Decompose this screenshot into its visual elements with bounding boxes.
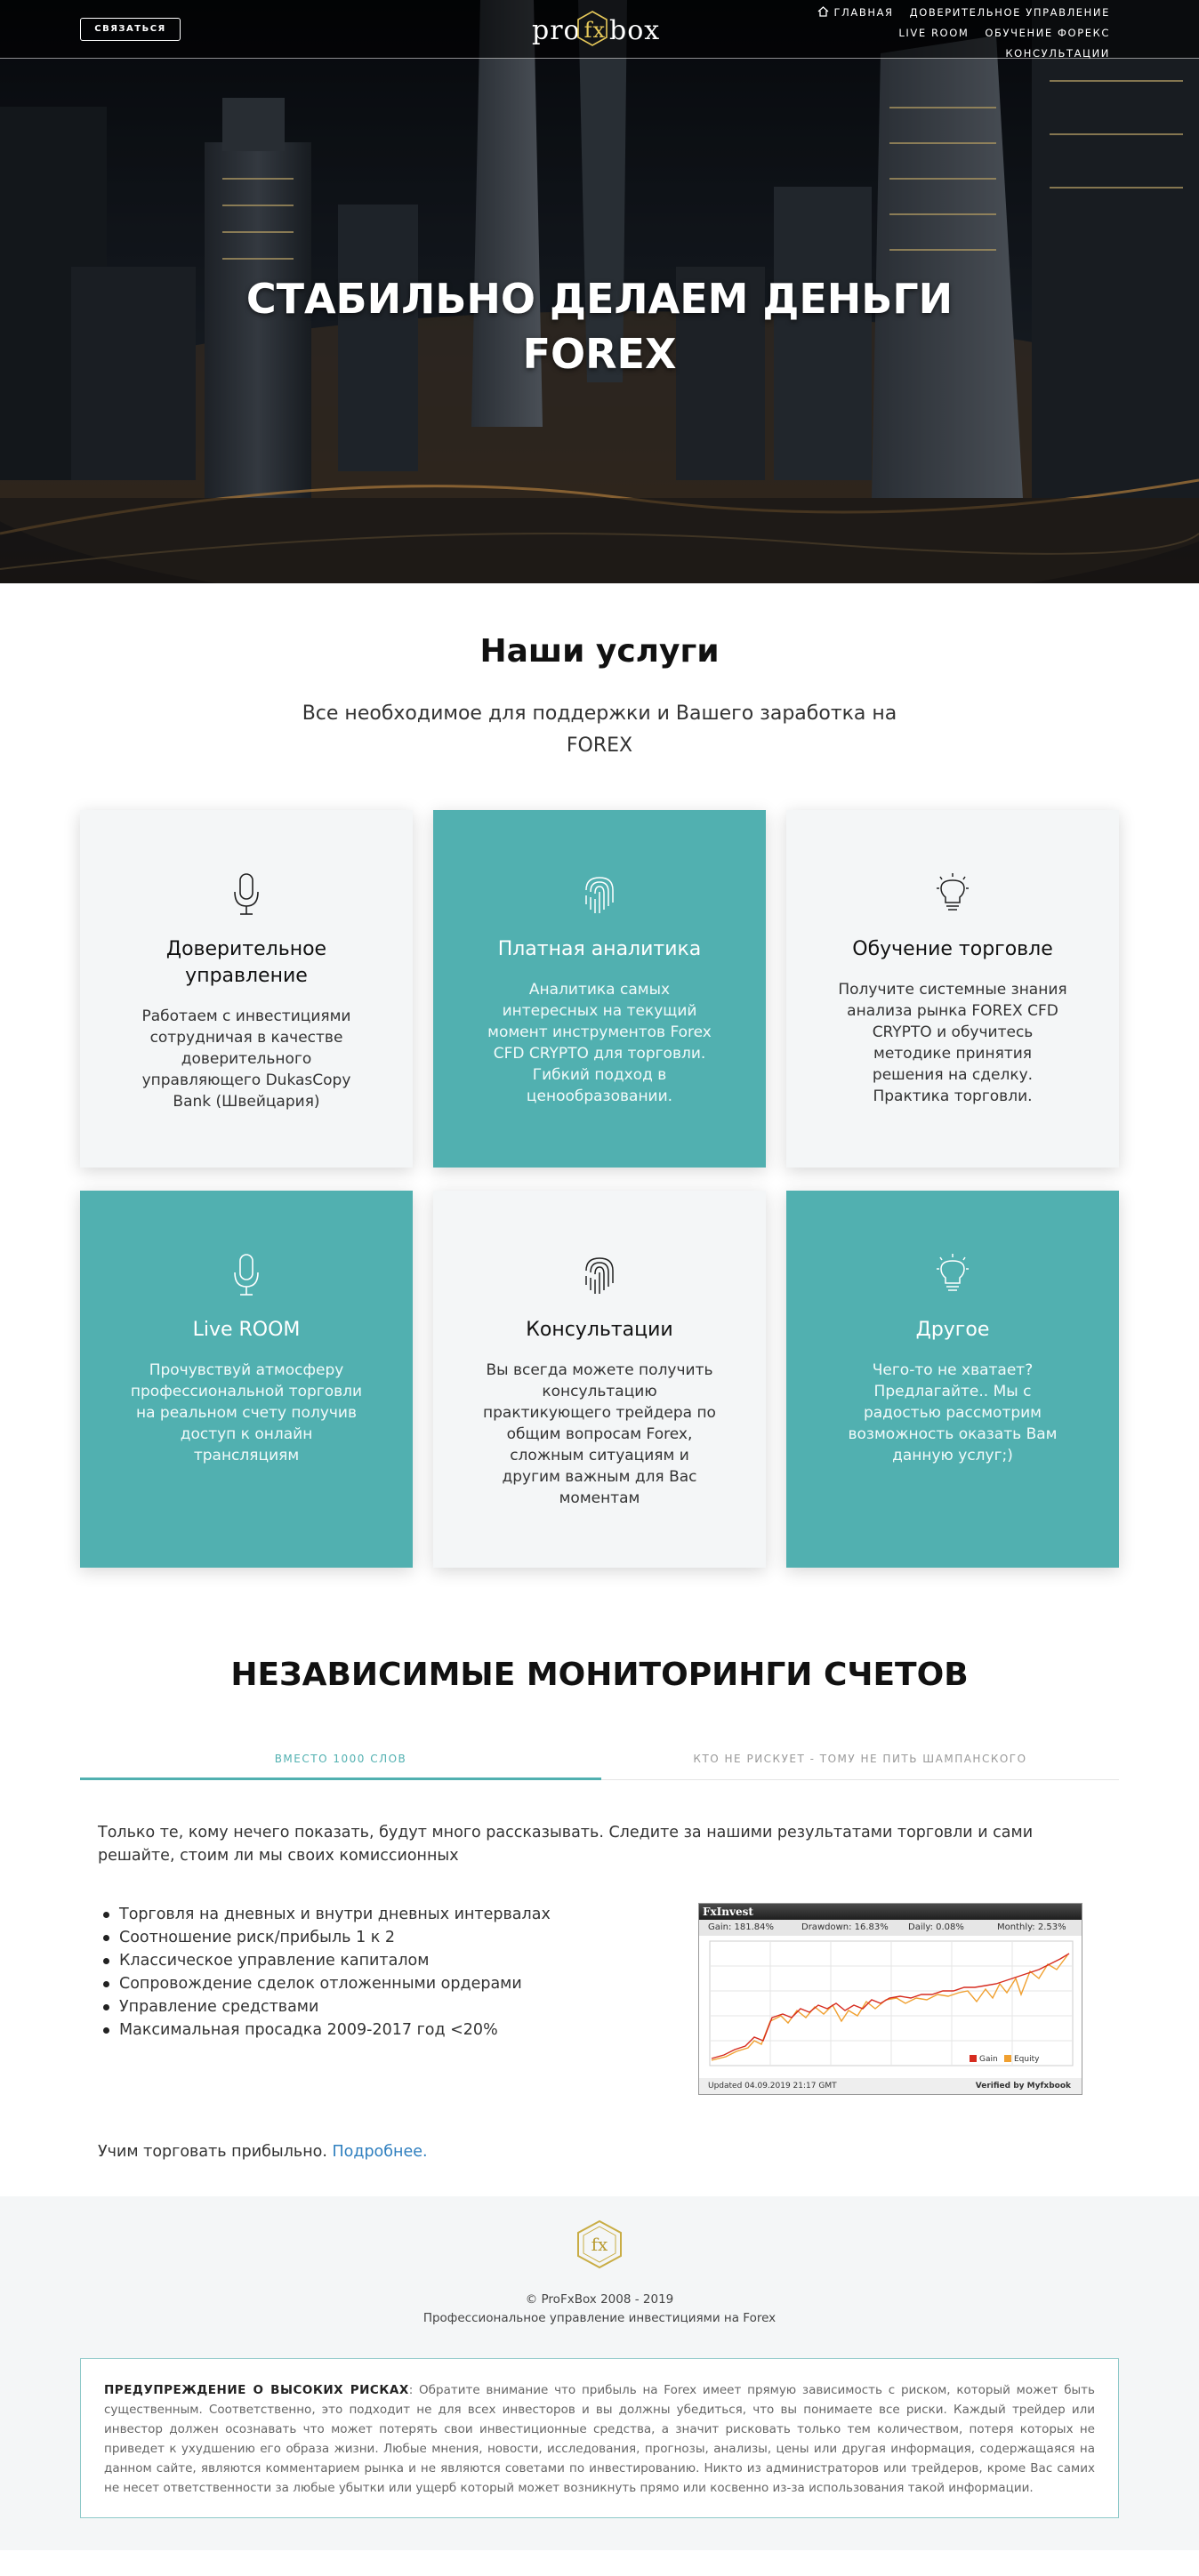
service-card-analytics[interactable] xyxy=(433,810,766,1168)
service-card-text: Вы всегда можете получить консультацию практикующего трейдера по общим вопросам Forex, сложным ситуациям и другим важным для Вас моментам xyxy=(483,1361,716,1507)
contact-button[interactable]: СВЯЗАТЬСЯ xyxy=(80,18,181,41)
fingerprint-icon xyxy=(581,872,618,917)
risk-warning xyxy=(80,2358,1119,2518)
service-card-education[interactable] xyxy=(786,810,1119,1168)
list-item: Классическое управление капиталом xyxy=(98,1949,551,1972)
logo-text-mid xyxy=(581,18,609,43)
service-card-title: Live ROOM xyxy=(192,1319,301,1341)
logo-fx: fx xyxy=(583,18,607,43)
logo-text-left: pro xyxy=(532,14,581,46)
widget-growth-chart xyxy=(699,1936,1082,2076)
home-icon xyxy=(817,6,829,17)
nav-home[interactable] xyxy=(817,3,894,22)
services-section xyxy=(0,633,1199,1568)
service-card-text: Получите системные знания анализа рынка FOREX CFD CRYPTO и обучитесь методике принятия решения на сделку. Практика торговли. xyxy=(838,981,1067,1105)
risk-warning-text: : Обратите внимание что прибыль на Forex имеет прямую зависимость с риском, который может быть существенным. Соответственно, это подходит не для всех инвесторов и вы должны убедиться, что вы понимаете все риски. Каждый трейдер или инвестор должен осознавать что может потерять свои инвестиционные средства, а значит рисковать только тем количеством, потеря которых не приведет к ухудшению его образа жизни. Любые мнения, новости, исследования, прогнозы, анализы, цены или другая информация, содержащаяся на данном сайте, являются комментарием рынка и не являются советами по инвестированию. Никто из администраторов или трейдеров, кроме Вас самих не несет ответственности за любые убытки или ущерб который может возникнуть прямо или косвенно из-за использования такой информации. xyxy=(104,2383,1095,2495)
widget-verified[interactable]: Verified by Myfxbook xyxy=(975,2082,1071,2090)
logo-hexagon-icon xyxy=(577,11,608,46)
monitoring-more-text: Учим торговать прибыльно. xyxy=(98,2143,327,2161)
widget-stats xyxy=(699,1920,1082,1936)
monitoring-tab-panel xyxy=(80,1780,1119,2161)
service-card-text: Работаем с инвестициями сотрудничая в качестве доверительного управляющего DukasCopy Bank (Швейцария) xyxy=(141,1007,351,1111)
hero-title-line2: FOREX xyxy=(522,330,677,378)
legend-equity: Equity xyxy=(1014,2055,1040,2064)
footer-tagline: Профессиональное управление инвестициями на Forex xyxy=(422,2311,777,2325)
service-card-text: Аналитика самых интересных на текущий момент инструментов Forex CFD CRYPTO для торговли. Гибкий подход в ценообразовании. xyxy=(487,981,712,1105)
service-card-text: Прочувствуй атмосферу профессиональной торговли на реальном счету получив доступ к онлайн трансляциям xyxy=(130,1361,363,1465)
legend-equity-swatch xyxy=(1004,2055,1011,2062)
widget-updated: Updated 04.09.2019 21:17 GMT xyxy=(708,2082,837,2090)
widget-footer xyxy=(699,2078,1082,2094)
tab-risk[interactable]: КТО НЕ РИСКУЕТ - ТОМУ НЕ ПИТЬ ШАМПАНСКОГО xyxy=(693,1753,1027,1765)
service-card-title: Консультации xyxy=(526,1319,673,1341)
service-card-title: Обучение торговле xyxy=(852,938,1053,960)
myfxbook-widget[interactable] xyxy=(698,1903,1082,2095)
services-subtitle: Все необходимое для поддержки и Вашего заработка на FOREX xyxy=(302,702,897,757)
nav-trust-management[interactable]: ДОВЕРИТЕЛЬНОЕ УПРАВЛЕНИЕ xyxy=(909,6,1110,19)
service-card-consulting[interactable] xyxy=(433,1191,766,1568)
widget-drawdown: Drawdown: 16.83% xyxy=(801,1922,889,1932)
footer-logo-icon[interactable] xyxy=(576,2219,623,2269)
fingerprint-icon xyxy=(581,1253,618,1297)
nav-live-room[interactable]: LIVE ROOM xyxy=(898,27,970,39)
hero-title-line1: СТАБИЛЬНО ДЕЛАЕМ ДЕНЬГИ xyxy=(245,275,954,323)
microphone-icon xyxy=(228,1253,265,1297)
monitoring-title: НЕЗАВИСИМЫЕ МОНИТОРИНГИ СЧЕТОВ xyxy=(230,1657,969,1693)
monitoring-intro: Только те, кому нечего показать, будут много рассказывать. Следите за нашими результатами торговли и сами решайте, стоим ли мы своих комиссионных xyxy=(98,1824,1034,1865)
widget-monthly: Monthly: 2.53% xyxy=(997,1922,1066,1932)
hero-title xyxy=(0,271,1199,381)
risk-warning-title: ПРЕДУПРЕЖДЕНИЕ О ВЫСОКИХ РИСКАХ xyxy=(104,2383,409,2397)
monitoring-features-list xyxy=(98,1903,551,2042)
lightbulb-icon xyxy=(934,1253,971,1297)
service-card-other[interactable] xyxy=(786,1191,1119,1568)
widget-gain: Gain: 181.84% xyxy=(708,1922,775,1932)
site-footer xyxy=(0,2196,1199,2550)
list-item: Максимальная просадка 2009-2017 год <20% xyxy=(98,2018,551,2042)
lightbulb-icon xyxy=(934,872,971,917)
service-card-trust[interactable] xyxy=(80,810,413,1168)
nav-home-label: ГЛАВНАЯ xyxy=(833,6,894,19)
main-nav xyxy=(736,2,1110,63)
service-card-title: Доверительное управление xyxy=(165,938,327,987)
footer-copyright: © ProFxBox 2008 - 2019 xyxy=(525,2292,674,2307)
hero-banner xyxy=(0,0,1199,583)
widget-title: FxInvest xyxy=(699,1904,1082,1920)
list-item: Соотношение риск/прибыль 1 к 2 xyxy=(98,1926,551,1949)
list-item: Управление средствами xyxy=(98,1995,551,2018)
top-navbar xyxy=(0,0,1199,59)
footer-logo-text: fx xyxy=(591,2234,608,2255)
service-card-title: Другое xyxy=(915,1319,990,1341)
service-card-live-room[interactable] xyxy=(80,1191,413,1568)
microphone-icon xyxy=(228,872,265,917)
nav-forex-education[interactable]: ОБУЧЕНИЕ ФОРЕКС xyxy=(985,27,1110,39)
monitoring-tabs xyxy=(80,1745,1119,1780)
monitoring-section xyxy=(0,1657,1199,2161)
services-grid xyxy=(80,810,1119,1568)
more-link[interactable]: Подробнее. xyxy=(332,2143,428,2161)
list-item: Сопровождение сделок отложенными ордерами xyxy=(98,1972,551,1995)
service-card-text: Чего-то не хватает? Предлагайте.. Мы с радостью рассмотрим возможность оказать Вам данную услуг;) xyxy=(848,1361,1058,1465)
site-logo[interactable] xyxy=(532,11,671,50)
nav-consulting[interactable]: КОНСУЛЬТАЦИИ xyxy=(1005,47,1110,60)
legend-gain: Gain xyxy=(979,2055,998,2064)
service-card-title: Платная аналитика xyxy=(497,938,702,960)
widget-daily: Daily: 0.08% xyxy=(908,1922,964,1932)
logo-text-right: box xyxy=(609,14,661,46)
legend-gain-swatch xyxy=(970,2055,977,2062)
tab-instead-of-words[interactable]: ВМЕСТО 1000 СЛОВ xyxy=(80,1745,601,1780)
list-item: Торговля на дневных и внутри дневных интервалах xyxy=(98,1903,551,1926)
monitoring-more xyxy=(98,2143,1101,2161)
services-title: Наши услуги xyxy=(479,633,720,670)
